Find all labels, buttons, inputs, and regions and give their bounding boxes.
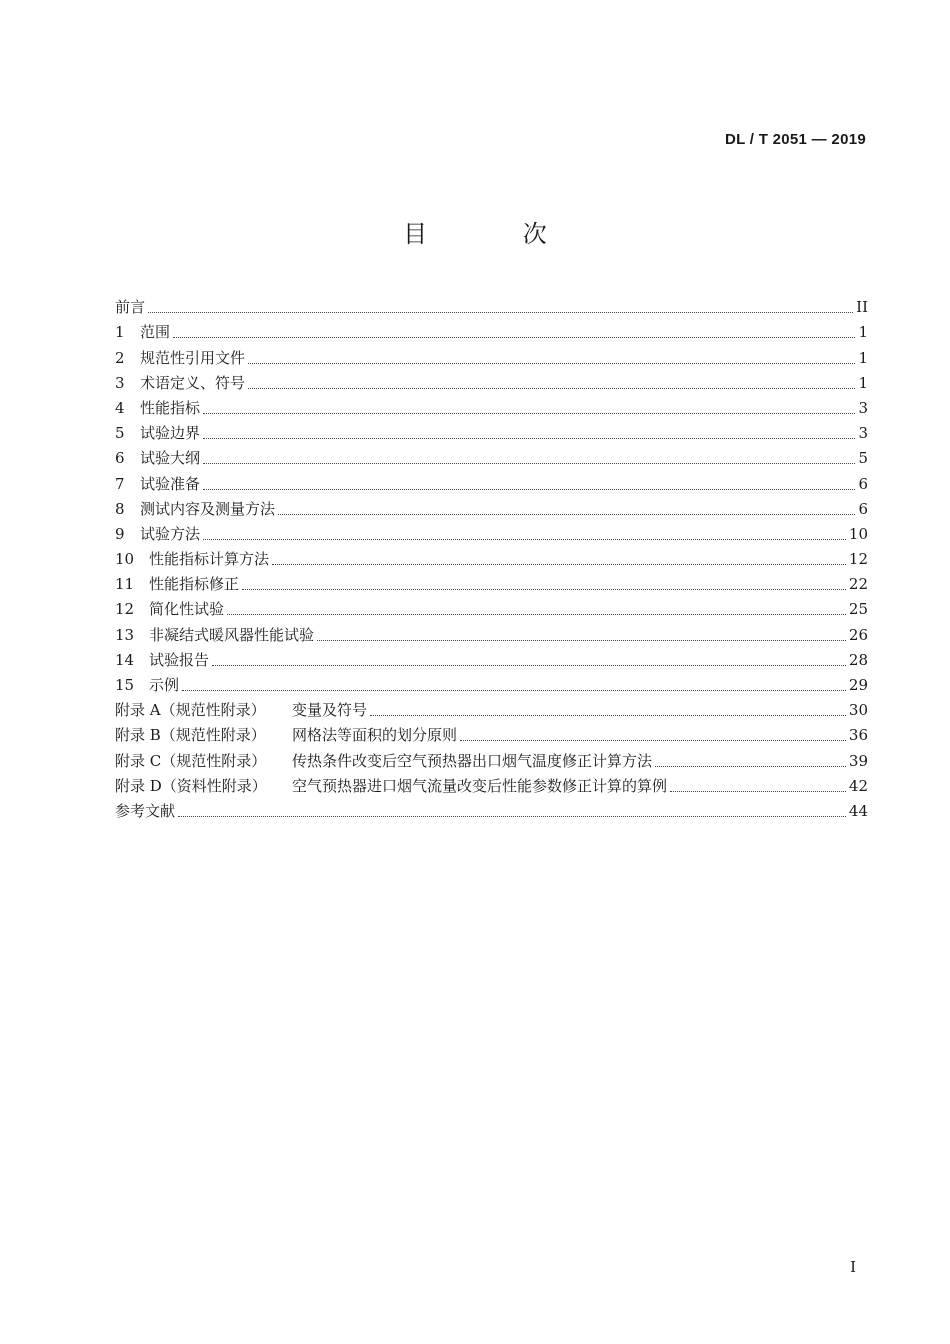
toc-entry-15[interactable] xyxy=(115,670,868,695)
toc-page: 44 xyxy=(848,801,868,820)
toc-page: 29 xyxy=(848,676,868,694)
leader-dots xyxy=(227,613,846,615)
toc-label: 范围 xyxy=(140,323,171,342)
toc-entry-11[interactable] xyxy=(115,569,868,594)
toc-entry-7[interactable] xyxy=(115,468,868,493)
toc-number: 2 xyxy=(115,348,125,367)
toc-label: 试验方法 xyxy=(140,524,201,543)
leader-dots xyxy=(203,488,855,490)
appendix-prefix: 附录 A（规范性附录） xyxy=(115,701,266,720)
leader-dots xyxy=(460,739,846,741)
toc-page: 22 xyxy=(848,575,868,594)
leader-dots xyxy=(370,714,846,716)
toc-page: 28 xyxy=(848,650,868,669)
toc-label: 非凝结式暖风器性能试验 xyxy=(149,625,315,644)
toc-page: 42 xyxy=(848,776,868,795)
toc-label: 空气预热器进口烟气流量改变后性能参数修正计算的算例 xyxy=(292,776,668,795)
toc-number: 10 xyxy=(115,550,135,569)
leader-dots xyxy=(173,336,855,338)
toc-page: 12 xyxy=(848,550,868,569)
toc-label: 前言 xyxy=(115,298,146,317)
page-number: I xyxy=(850,1258,856,1276)
leader-dots xyxy=(317,639,846,641)
toc-number: 7 xyxy=(115,474,125,493)
page-title: 目 次 xyxy=(403,220,591,248)
toc-page: 5 xyxy=(858,449,868,468)
toc-entry-references[interactable] xyxy=(115,796,868,821)
toc-number: 4 xyxy=(115,398,125,417)
toc-label: 试验准备 xyxy=(140,474,201,493)
leader-dots xyxy=(203,538,846,540)
toc-number: 15 xyxy=(115,676,135,694)
toc-page: 1 xyxy=(858,323,868,342)
toc-number: 6 xyxy=(115,449,125,468)
toc-label: 变量及符号 xyxy=(292,701,368,720)
toc-number: 12 xyxy=(115,600,135,619)
toc-number: 3 xyxy=(115,373,125,392)
toc-entry-4[interactable] xyxy=(115,393,868,418)
toc-label: 示例 xyxy=(149,676,180,694)
toc-entry-12[interactable] xyxy=(115,594,868,619)
toc-label: 测试内容及测量方法 xyxy=(140,499,276,518)
toc-entry-appendix-a[interactable] xyxy=(115,695,868,720)
leader-dots xyxy=(248,362,855,364)
toc-entry-10[interactable] xyxy=(115,544,868,569)
toc-label: 试验边界 xyxy=(140,424,201,443)
toc-label: 试验大纲 xyxy=(140,449,201,468)
toc-label: 规范性引用文件 xyxy=(140,348,246,367)
toc-page: 25 xyxy=(848,600,868,619)
leader-dots xyxy=(148,311,853,313)
toc-entry-2[interactable] xyxy=(115,342,868,367)
toc-label: 性能指标修正 xyxy=(149,575,240,594)
toc-page: 6 xyxy=(858,499,868,518)
toc-entry-1[interactable] xyxy=(115,317,868,342)
toc-page: 3 xyxy=(858,398,868,417)
appendix-prefix: 附录 C（规范性附录） xyxy=(115,751,267,770)
toc-entry-appendix-d[interactable] xyxy=(115,771,868,796)
toc-entry-8[interactable] xyxy=(115,494,868,519)
toc-entry-6[interactable] xyxy=(115,443,868,468)
leader-dots xyxy=(203,462,855,464)
toc-label: 参考文献 xyxy=(115,801,176,820)
leader-dots xyxy=(203,412,855,414)
toc-number: 11 xyxy=(115,575,135,594)
toc-page: 1 xyxy=(858,373,868,392)
toc-entry-9[interactable] xyxy=(115,519,868,544)
leader-dots xyxy=(212,664,846,666)
toc-entry-appendix-b[interactable] xyxy=(115,720,868,745)
toc-label: 性能指标计算方法 xyxy=(149,550,270,569)
toc-page: 36 xyxy=(848,726,868,745)
appendix-prefix: 附录 B（规范性附录） xyxy=(115,726,266,745)
leader-dots xyxy=(203,437,855,439)
leader-dots xyxy=(272,563,846,565)
toc-entry-appendix-c[interactable] xyxy=(115,745,868,770)
toc-label: 性能指标 xyxy=(140,398,201,417)
leader-dots xyxy=(655,765,846,767)
toc-page: 10 xyxy=(848,524,868,543)
toc-entry-14[interactable] xyxy=(115,645,868,670)
toc-label: 术语定义、符号 xyxy=(140,373,246,392)
toc-page: 30 xyxy=(848,701,868,720)
toc-entry-3[interactable] xyxy=(115,368,868,393)
toc-page: 39 xyxy=(848,751,868,770)
table-of-contents xyxy=(115,292,868,821)
toc-label: 网格法等面积的划分原则 xyxy=(292,726,458,745)
appendix-prefix: 附录 D（资料性附录） xyxy=(115,776,267,795)
toc-label: 传热条件改变后空气预热器出口烟气温度修正计算方法 xyxy=(292,751,653,770)
toc-label: 试验报告 xyxy=(149,650,210,669)
toc-entry-5[interactable] xyxy=(115,418,868,443)
toc-number: 8 xyxy=(115,499,125,518)
leader-dots xyxy=(670,790,846,792)
toc-entry-13[interactable] xyxy=(115,619,868,644)
toc-number: 5 xyxy=(115,424,125,443)
leader-dots xyxy=(242,588,846,590)
leader-dots xyxy=(248,387,855,389)
toc-entry-preface[interactable] xyxy=(115,292,868,317)
toc-number: 1 xyxy=(115,323,125,342)
toc-label: 简化性试验 xyxy=(149,600,225,619)
toc-number: 13 xyxy=(115,625,135,644)
toc-page: 1 xyxy=(858,348,868,367)
leader-dots xyxy=(182,689,846,691)
toc-page: II xyxy=(856,298,868,317)
leader-dots xyxy=(178,815,846,817)
toc-number: 14 xyxy=(115,650,135,669)
toc-number: 9 xyxy=(115,524,125,543)
toc-page: 6 xyxy=(858,474,868,493)
document-code: DL / T 2051 — 2019 xyxy=(724,131,866,148)
toc-page: 3 xyxy=(858,424,868,443)
toc-page: 26 xyxy=(848,625,868,644)
leader-dots xyxy=(278,513,855,515)
